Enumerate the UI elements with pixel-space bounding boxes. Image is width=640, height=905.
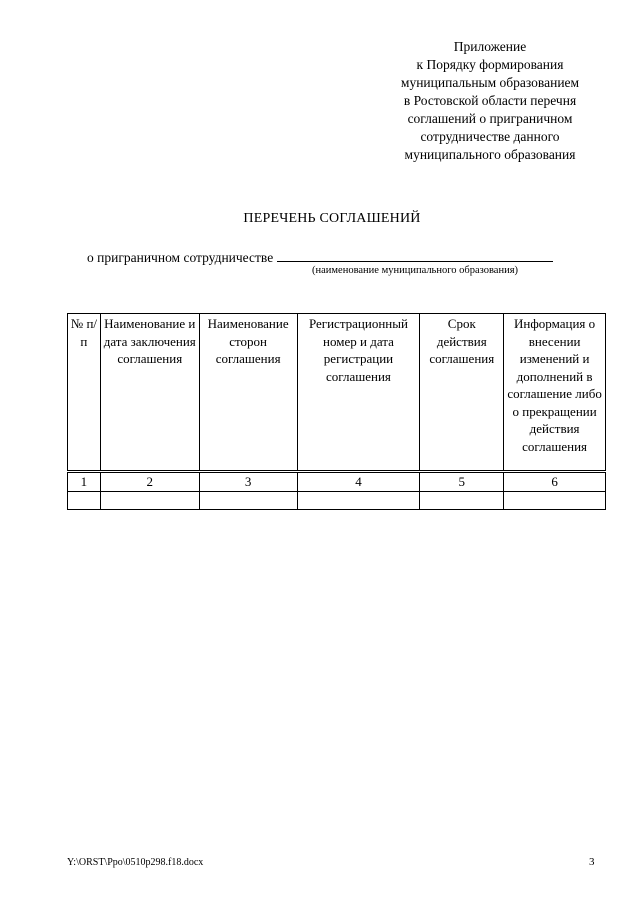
column-number: 4 xyxy=(297,472,420,492)
header-number: № п/п xyxy=(68,314,101,472)
column-number: 1 xyxy=(68,472,101,492)
appendix-line: соглашений о приграничном xyxy=(407,111,573,126)
header-registration: Регистрационный номер и дата регистрации соглашения xyxy=(297,314,420,472)
fill-in-line xyxy=(277,248,553,262)
column-number: 6 xyxy=(504,472,606,492)
appendix-line: сотрудничестве данного xyxy=(420,129,560,144)
column-number: 5 xyxy=(420,472,504,492)
appendix-line: муниципального образования xyxy=(404,147,576,162)
table-cell xyxy=(297,491,420,509)
header-term: Срок действия соглашения xyxy=(420,314,504,472)
appendix-line: к Порядку формирования xyxy=(416,57,564,72)
appendix-block xyxy=(390,38,590,164)
table-cell xyxy=(199,491,297,509)
table-row xyxy=(68,491,606,509)
agreements-table xyxy=(67,313,606,510)
table-cell xyxy=(68,491,101,509)
table-cell xyxy=(420,491,504,509)
table-header-row xyxy=(68,314,606,472)
appendix-line: муниципальным образованием xyxy=(400,75,580,90)
appendix-line: в Ростовской области перечня xyxy=(403,93,577,108)
subtitle-hint: (наименование муниципального образования) xyxy=(312,265,519,276)
column-numbers-row xyxy=(68,472,606,492)
header-name-date: Наименование и дата заключения соглашения xyxy=(100,314,199,472)
document-title: ПЕРЕЧЕНЬ СОГЛАШЕНИЙ xyxy=(243,211,421,226)
appendix-line: Приложение xyxy=(453,39,527,54)
page-number: 3 xyxy=(589,856,595,868)
column-number: 3 xyxy=(199,472,297,492)
footer-file-path: Y:\ORST\Ppo\0510p298.f18.docx xyxy=(67,857,204,868)
header-parties: Наименование сторон соглашения xyxy=(199,314,297,472)
subtitle xyxy=(87,248,553,266)
table-cell xyxy=(100,491,199,509)
subtitle-prefix: о приграничном сотрудничестве xyxy=(87,250,274,265)
table-cell xyxy=(504,491,606,509)
header-changes-info: Информация о внесении изменений и дополнений в соглашение либо о прекращении действия соглашения xyxy=(504,314,606,472)
column-number: 2 xyxy=(100,472,199,492)
